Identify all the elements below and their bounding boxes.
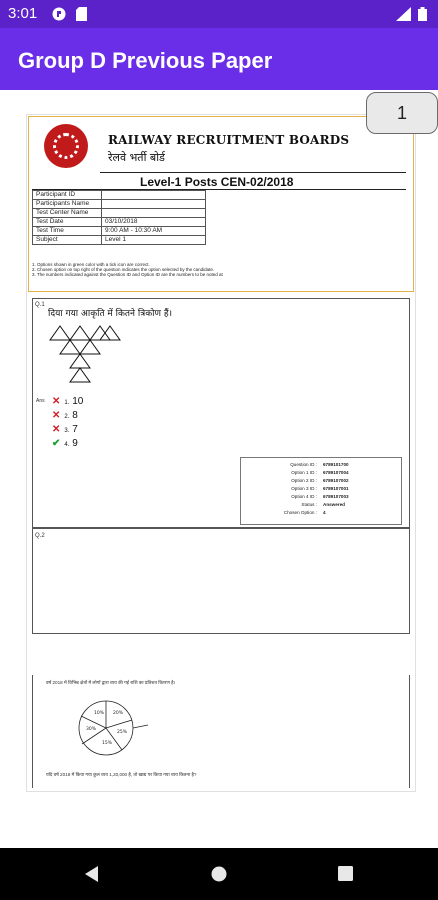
info-label: Test Center Name: [33, 209, 102, 218]
option-number: 2.: [64, 414, 70, 420]
option-text: 10: [72, 396, 84, 407]
info-key: Option 3 ID :: [291, 486, 317, 491]
instruction-line: 2. Chosen option on top right of the question indicates the option selected by the candidate.: [32, 267, 215, 272]
info-row: [33, 209, 206, 218]
navigation-bar: [0, 848, 438, 900]
info-label: Subject: [33, 236, 102, 245]
option-2: [52, 410, 78, 421]
correct-icon: ✔: [52, 438, 61, 449]
info-label: Participant ID: [33, 191, 102, 200]
pie-label: 20%: [113, 711, 124, 716]
wifi-icon: [396, 7, 411, 26]
battery-icon: [418, 7, 427, 26]
info-value: 6789101700: [323, 462, 349, 467]
status-bar: [0, 0, 438, 28]
info-value: [102, 209, 206, 218]
info-row: [241, 462, 401, 468]
info-value: 03/10/2018: [102, 218, 206, 227]
info-value: [102, 191, 206, 200]
info-key: Question ID :: [290, 462, 317, 467]
wrong-icon: ✕: [52, 424, 61, 435]
option-text: 9: [72, 438, 78, 449]
railway-logo-icon: [44, 124, 88, 168]
app-bar: [0, 28, 438, 90]
pie-chart-figure: [70, 692, 150, 764]
info-row: [241, 470, 401, 476]
instructions: [32, 262, 312, 277]
option-number: 3.: [64, 428, 70, 434]
info-value: 9:00 AM - 10:30 AM: [102, 227, 206, 236]
pie-label: 10%: [94, 711, 105, 716]
option-1: [52, 396, 83, 407]
question-number: Q.1: [35, 302, 45, 308]
info-value: Answered: [323, 502, 345, 507]
option-4: [52, 438, 78, 449]
option-text: 8: [72, 410, 78, 421]
info-value: 4: [323, 510, 326, 515]
info-key: Option 2 ID :: [291, 478, 317, 483]
option-number: 1.: [64, 400, 70, 406]
info-label: Participants Name: [33, 200, 102, 209]
question-number: Q.2: [35, 533, 45, 539]
info-label: Test Time: [33, 227, 102, 236]
wrong-icon: ✕: [52, 396, 61, 407]
info-value: 6789107004: [323, 470, 349, 475]
candidate-info-table: [32, 190, 206, 245]
home-icon[interactable]: [211, 866, 227, 887]
exam-title: Level-1 Posts CEN-02/2018: [140, 175, 294, 189]
info-value: 6789107001: [323, 486, 349, 491]
option-number: 4.: [64, 442, 70, 448]
pie-label: 15%: [102, 741, 113, 746]
info-value: Level 1: [102, 236, 206, 245]
info-key: Option 4 ID :: [291, 494, 317, 499]
app-title: Group D Previous Paper: [18, 48, 273, 73]
info-key: Chosen Option :: [283, 510, 317, 515]
pie-label: 30%: [86, 727, 97, 732]
sd-card-icon: [76, 7, 87, 26]
question-info-box: [240, 457, 402, 525]
info-row: [241, 510, 401, 516]
triangle-figure: [48, 324, 128, 386]
info-label: Test Date: [33, 218, 102, 227]
header-divider: [100, 172, 406, 173]
question-2-box: [32, 528, 410, 634]
wrong-icon: ✕: [52, 410, 61, 421]
info-value: [102, 200, 206, 209]
instruction-line: 1. Options shown in green color with a tick icon are correct.: [32, 262, 150, 267]
answer-label: Ans: [36, 398, 45, 404]
android-logo-icon: [52, 7, 66, 26]
info-row: [33, 200, 206, 209]
board-title-hindi: रेलवे भर्ती बोर्ड: [108, 151, 165, 164]
info-row: [241, 494, 401, 500]
info-value: 6789107002: [323, 478, 349, 483]
page-counter: 1: [366, 92, 438, 134]
info-value: 6789107003: [323, 494, 349, 499]
info-key: Option 1 ID :: [291, 470, 317, 475]
option-text: 7: [72, 424, 78, 435]
option-3: [52, 424, 78, 435]
question-text: दिया गया आकृति में कितने त्रिकोण हैं।: [48, 309, 173, 319]
pie-label: 25%: [117, 730, 128, 735]
info-row: [241, 478, 401, 484]
info-row: [33, 191, 206, 200]
info-row: [33, 218, 206, 227]
info-row: [33, 227, 206, 236]
info-key: Status :: [301, 502, 317, 507]
question-text: वर्ष 2018 में विभिन्न क्षेत्रों में लोगों द्वारा व्यय की गई राशि का प्रतिशत वितरण है।: [46, 680, 176, 685]
back-icon[interactable]: [84, 865, 100, 888]
info-row: [241, 502, 401, 508]
info-row: [241, 486, 401, 492]
instruction-line: 3. The numbers indicated against the Question ID and Option ID are the numbers to be noted at: [32, 272, 223, 277]
recents-icon[interactable]: [338, 866, 353, 886]
question-text: यदि वर्ष 2018 में किया गया कुल व्यय 1,20,000 है, तो खाद्य पर किया गया व्यय कितना है?: [46, 772, 197, 777]
board-title: RAILWAY RECRUITMENT BOARDS: [108, 133, 350, 147]
info-row: [33, 236, 206, 245]
status-time: 3:01: [8, 5, 38, 22]
